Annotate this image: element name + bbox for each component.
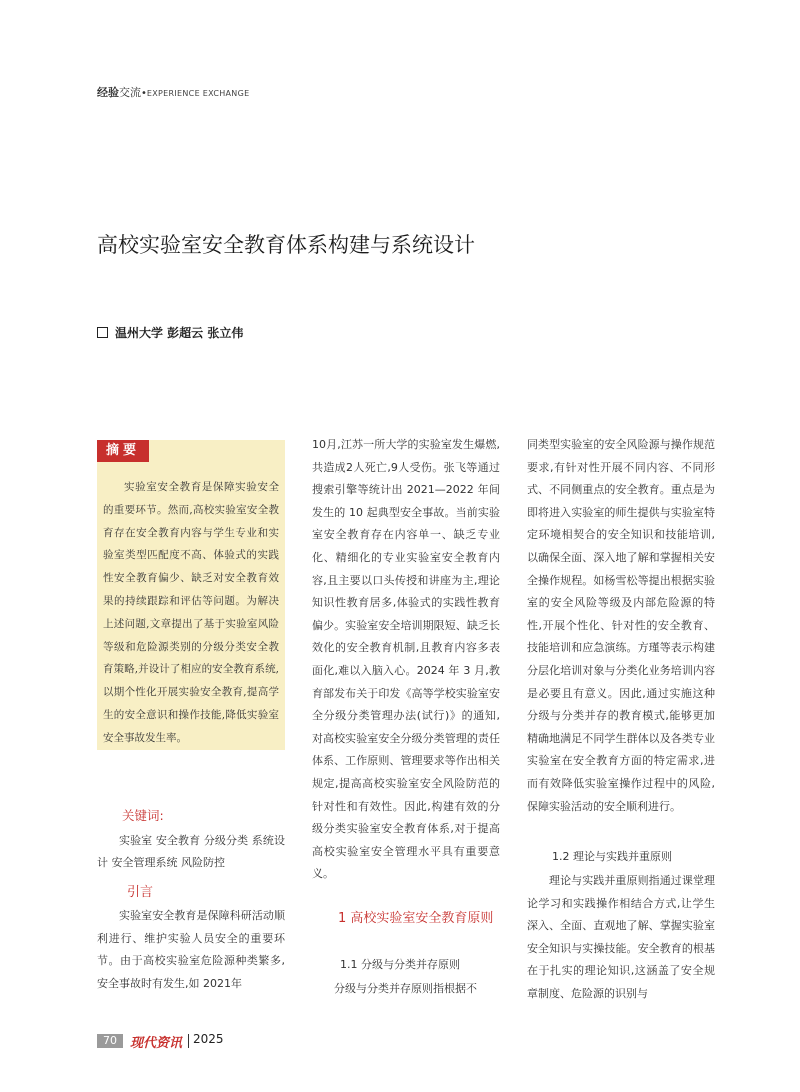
intro-paragraph: 实验室安全教育是保障科研活动顺利进行、维护实验人员安全的重要环节。由于高校实验室危险源种类繁多,安全事故时有发生,如 2021年 [97,909,285,990]
section-name-bold: 经验 [97,86,119,99]
column3-paragraph-2: 理论与实践并重原则指通过课堂理论学习和实践操作相结合方式,让学生深入、全面、直观地了解、掌握实验室安全知识与实操技能。安全教育的根基在于扎实的理论知识,这涵盖了安全规章制度、危险源的识别与 [527,874,715,1000]
page-number: 70 [97,1034,123,1048]
column3-paragraph-1: 同类型实验室的安全风险源与操作规范要求,有针对性开展不同内容、不同形式、不同侧重点的安全教育。重点是为即将进入实验室的师生提供与实验室特定环境相契合的安全知识和技能培训,以确保全面、深入地了解和掌握相关安全操作规程。如杨雪松等提出根据实验室的安全风险等级及内部危险源的特性,开展个性化、针对性的安全教育、技能培训和应急演练。方瑾等表示构建分层化培训对象与分类化业务培训内容是必要且有意义。因此,通过实施这种分级与分类并存的教育模式,能够更加精确地满足不同学生群体以及各类专业实验室在安全教育方面的特定需求,进而有效降低实验室操作过程中的风险,保障实验活动的安全顺利进行。 [527,438,715,813]
square-bullet-icon [97,327,108,338]
column2-paragraph-1: 10月,江苏一所大学的实验室发生爆燃,共造成2人死亡,9人受伤。张飞等通过搜索引擎等统计出 2021—2022 年间发生的 10 起典型安全事故。当前实验室安全教育存在内容单一、缺乏专业化、精细化的专业实验室安全教育内容,且主要以口头传授和讲座为主,理论知识性教育居多,体验式的实践性教育偏少。实验室安全培训期限短、缺乏长效化的安全教育机制,且教育内容多表面化,难以入脑入心。2024 年 3 月,教育部发布关于印发《高等学校实验室安全分级分类管理办法(试行)》的通知,对高校实验室安全分级分类管理的责任体系、工作原则、管理要求等作出相关规定,提高高校实验室安全风险防范的针对性和有效性。因此,构建有效的分级分类实验室安全教育体系,对于提高高校实验室安全管理水平具有重要意义。 [312,438,500,881]
keywords-text: 实验室 安全教育 分级分类 系统设计 安全管理系统 风险防控 [97,834,285,869]
abstract-text: 实验室安全教育是保障实验安全的重要环节。然而,高校实验室安全教育存在安全教育内容与学生专业和实验室类型匹配度不高、体验式的实践性安全教育偏少、缺乏对安全教育效果的持续跟踪和评估等问题。为解决上述问题,文章提出了基于实验室风险等级和危险源类别的分级分类安全教育策略,并设计了相应的安全教育系统,以期个性化开展实验安全教育,提高学生的安全意识和操作技能,降低实验室安全事故发生率。 [103,481,279,744]
section-name-light: 交流 [119,86,141,99]
journal-logo: 现代资讯 [130,1036,183,1051]
section1-heading: 1 高校实验室安全教育原则 [338,911,494,926]
header-separator: • [141,88,147,99]
section-name-english: EXPERIENCE EXCHANGE [146,89,250,98]
abstract-box [97,440,285,750]
column2-paragraph-2: 分级与分类并存原则指根据不 [334,982,477,995]
subsection-1-2-heading: 1.2 理论与实践并重原则 [552,850,672,863]
intro-heading: 引言 [127,885,154,900]
footer-year: 2025 [193,1032,224,1046]
author-line [97,324,243,341]
subsection-1-1-heading: 1.1 分级与分类并存原则 [340,958,460,971]
authors: 温州大学 彭超云 张立伟 [115,326,244,340]
keywords-label: 关键词: [122,808,164,823]
abstract-label: 摘要 [97,440,149,462]
footer-divider [188,1034,189,1048]
article-title: 高校实验室安全教育体系构建与系统设计 [97,233,475,257]
section-header [97,84,249,100]
